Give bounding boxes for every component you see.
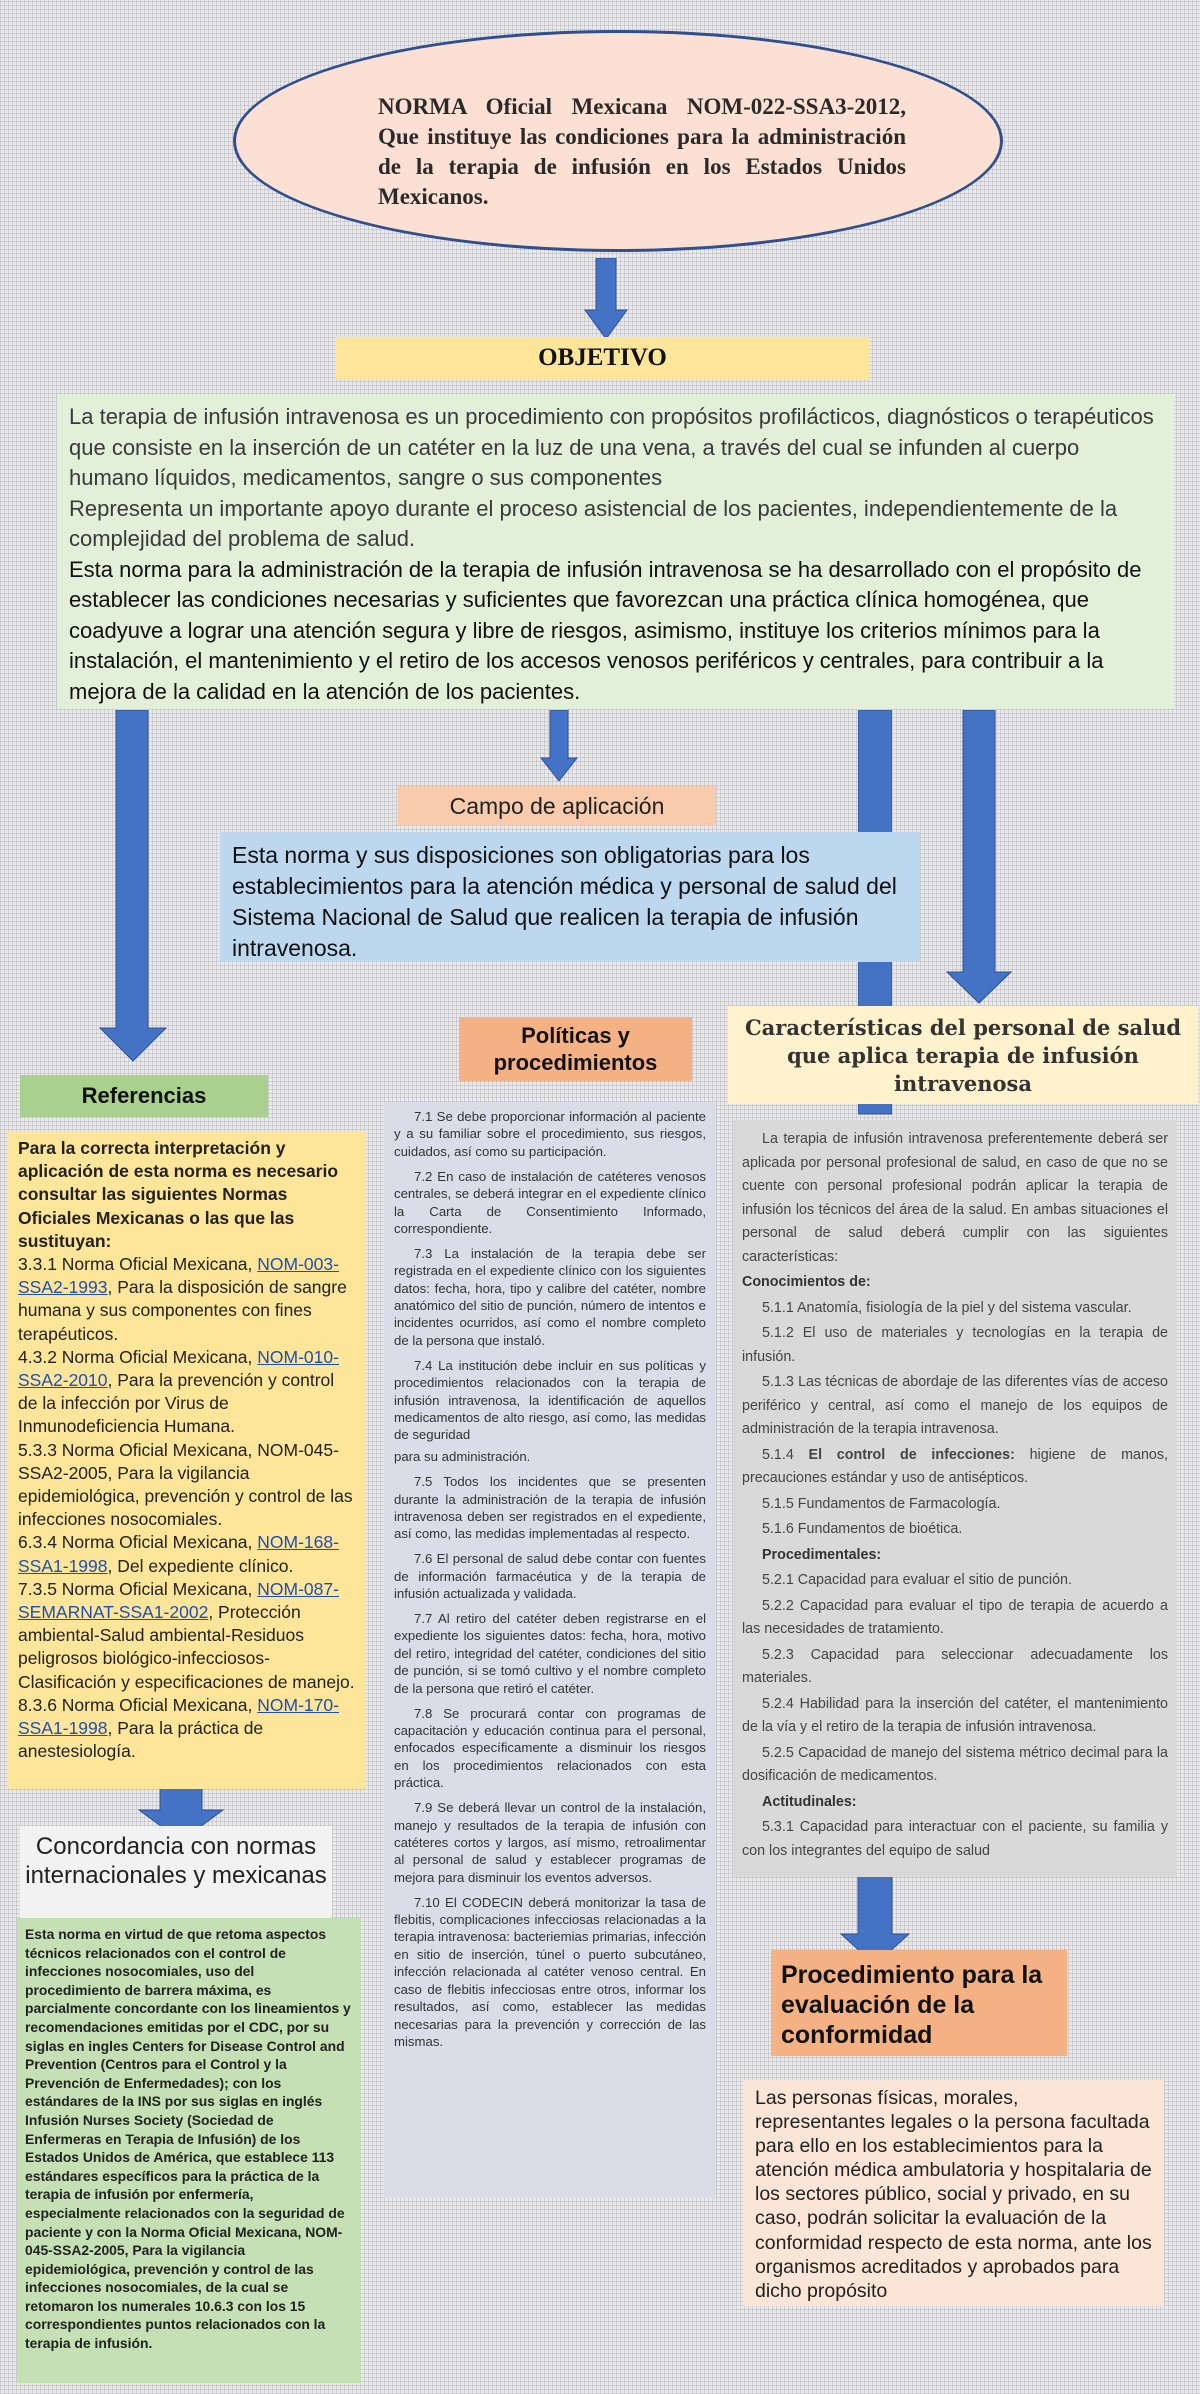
reference-link[interactable]: NOM-003-SSA2-1993 [18,1254,339,1298]
caracteristicas-heading: Características del personal de salud que aplica terapia de infusión intravenosa [728,1006,1198,1104]
procedimental-item: 5.2.1 Capacidad para evaluar el sitio de punción. [762,1572,1072,1588]
actitudinales-heading: Actitudinales: [762,1793,857,1810]
objetivo-paragraph-2: Representa un importante apoyo durante el proceso asistencial de los pacientes, independientemente de la complejidad del problema de salud. [69,495,1118,551]
politica-item: para su administración. [394,1449,531,1465]
conocimiento-item: 5.1.6 Fundamentos de bioética. [762,1521,963,1537]
page-title: NORMA Oficial Mexicana NOM-022-SSA3-2012, Que instituye las condiciones para la administración de la terapia de infusión en los Estados Unidos Mexicanos. [378,94,906,209]
procedimiento-box: Las personas físicas, morales, representantes legales o la persona facultada para ello en los establecimientos para la atención médica ambulatoria y hospitalaria de los sectores público, social y privado, en su caso, podrán solicitar la evaluación de la conformidad respecto de esta norma, ante los organismos acreditados y aprobados para dicho propósito [743,2080,1164,2306]
arrow-objetivo-to-caracteristicas [946,710,1012,1004]
politica-item: 7.4 La institución debe incluir en sus políticas y procedimientos relacionados con la terapia de infusión intravenosa, la identificación de aquellos medicamentos de alto riesgo, así como, las medidas de seguridad [394,1357,706,1443]
referencias-box [8,1131,365,1789]
politicas-heading: Políticas y procedimientos [459,1017,692,1081]
arrow-objetivo-to-campo [540,710,578,782]
reference-item: 5.3.3 Norma Oficial Mexicana, NOM-045-SSA2-2005, Para la vigilancia epidemiológica, prevención y control de las infecciones nosocomiales. [18,1439,353,1530]
objetivo-heading: OBJETIVO [336,337,869,379]
procedimiento-heading: Procedimiento para la evaluación de la conformidad [771,1950,1067,2056]
reference-item: 6.3.4 Norma Oficial Mexicana, NOM-168-SSA1-1998, Del expediente clínico. [18,1532,339,1576]
conocimiento-item: 5.1.2 El uso de materiales y tecnologías en la terapia de infusión. [742,1325,1168,1365]
caracteristicas-box [733,1120,1177,1877]
caracteristicas-intro: La terapia de infusión intravenosa preferentemente deberá ser aplicada por personal profesional de salud, en caso de que no se cuente con personal profesional podrán aplicar la terapia de infusión los técnicos del área de la salud. En ambas situaciones el personal de salud deberá cumplir con las siguientes características: [742,1131,1168,1265]
referencias-heading: Referencias [20,1075,268,1117]
politica-item: 7.5 Todos los incidentes que se presenten durante la administración de la terapia de infusión intravenosa deben ser registrados en el expediente, así como, las medidas implementadas al respecto. [394,1474,706,1542]
actitudinal-item: 5.3.1 Capacidad para interactuar con el paciente, su familia y con los integrantes del equipo de salud [742,1819,1168,1859]
reference-item: 3.3.1 Norma Oficial Mexicana, NOM-003-SSA2-1993, Para la disposición de sangre humana y sus componentes con fines terapéuticos. [18,1254,347,1344]
objetivo-box [57,394,1174,709]
politica-item: 7.10 El CODECIN deberá monitorizar la tasa de flebitis, complicaciones infecciosas relacionadas a la terapia intravenosa: bacteriemias primarias, infección en sitio de inserción, túnel o puerto subcutáneo, infección relacionada al catéter venoso central. En caso de flebitis infecciosas entre otros, informar los resultados, así como, establecer las medidas necesarias para la prevención y corrección de las mismas. [394,1894,706,2049]
politica-item: 7.1 Se debe proporcionar información al paciente y a su familiar sobre el procedimiento, sus riesgos, cuidados, así como su participación. [394,1109,706,1159]
procedimentales-heading: Procedimentales: [762,1546,882,1563]
objetivo-paragraph-1: La terapia de infusión intravenosa es un procedimiento con propósitos profilácticos, diagnósticos o terapéuticos que consiste en la inserción de un catéter en la luz de una vena, a través del cual se infunden al cuerpo humano líquidos, medicamentos, sangre o sus componentes [69,404,1154,490]
reference-link[interactable]: NOM-168-SSA1-1998 [18,1532,339,1576]
procedimental-item: 5.2.4 Habilidad para la inserción del catéter, el mantenimiento de la vía y el retiro de la terapia de infusión intravenosa. [742,1695,1168,1735]
reference-item: 8.3.6 Norma Oficial Mexicana, NOM-170-SSA1-1998, Para la práctica de anestesiología. [18,1694,339,1762]
reference-link[interactable]: NOM-087-SEMARNAT-SSA1-2002 [18,1578,339,1623]
referencias-lead: Para la correcta interpretación y aplicación de esta norma es necesario consultar las siguientes Normas Oficiales Mexicanas o las que las sustituyan: [18,1138,339,1251]
reference-item: 4.3.2 Norma Oficial Mexicana, NOM-010-SSA2-2010, Para la prevención y control de la infección por Virus de Inmunodeficiencia Humana. [18,1346,339,1437]
politica-item: 7.7 Al retiro del catéter deben registrarse en el expediente los siguientes datos: fecha, hora, motivo del retiro, integridad del catéter, condiciones del sitio de punción, si se tomó cultivo y el nombre completo de la persona que retiró el catéter. [394,1611,706,1696]
reference-link[interactable]: NOM-170-SSA1-1998 [18,1694,339,1739]
campo-box: Esta norma y sus disposiciones son obligatorias para los establecimientos para la atención médica y personal de salud del Sistema Nacional de Salud que realicen la terapia de infusión intravenosa. [220,832,920,962]
objetivo-paragraph-3: Esta norma para la administración de la terapia de infusión intravenosa se ha desarrollado con el propósito de establecer las condiciones necesarias y suficientes que favorezcan una práctica clínica homogénea, que coadyuve a lograr una atención segura y libre de riesgos, asimismo, instituye los criterios mínimos para la instalación, el mantenimiento y el retiro de los accesos venosos periféricos y centrales, para contribuir a la mejora de la calidad en la atención de los pacientes. [69,556,1142,704]
politica-item: 7.6 El personal de salud debe contar con fuentes de información farmacéutica y de la terapia de infusión actualizada y validada. [394,1551,706,1602]
arrow-objetivo-to-referencias [98,710,168,1062]
campo-heading: Campo de aplicación [398,786,716,826]
politica-item: 7.2 En caso de instalación de catéteres venosos centrales, se deberá integrar en el expediente clínico la Carta de Consentimiento Informado, correspondiente. [394,1168,706,1236]
politicas-box [384,1102,716,2198]
conocimientos-heading: Conocimientos de: [742,1274,871,1290]
reference-item: 7.3.5 Norma Oficial Mexicana, NOM-087-SEMARNAT-SSA1-2002, Protección ambiental-Salud ambiental-Residuos peligrosos biológico-infecciosos-Clasificación y especificaciones de manejo. [18,1578,355,1692]
politica-item: 7.9 Se deberá llevar un control de la instalación, manejo y resultados de la terapia de infusión con catéteres cortos y largos, así mismo, retroalimentar al personal de salud y establecer programas de mejora para disminuir los eventos adversos. [394,1800,706,1885]
procedimental-item: 5.2.2 Capacidad para evaluar el tipo de terapia de acuerdo a las necesidades de tratamiento. [742,1597,1168,1637]
concordancia-box: Esta norma en virtud de que retoma aspectos técnicos relacionados con el control de infecciones nosocomiales, uso del procedimiento de barrera máxima, es parcialmente concordante con los lineamientos y recomendaciones emitidas por el CDC, por su siglas en ingles Centers for Disease Control and Prevention (Centros para el Control y la Prevención de Enfermedades); con los estándares de la INS por sus siglas en inglés Infusión Nurses Society (Sociedad de Enfermeras en Terapia de Infusión) de los Estados Unidos de América, que establece 113 estándares específicos para la práctica de la terapia de infusión por enfermería, especialmente relacionados con la seguridad de paciente y con la Norma Oficial Mexicana, NOM-045-SSA2-2005, Para la vigilancia epidemiológica, prevención y control de las infecciones nosocomiales, de la cual se retomaron los numerales 10.6.3 con los 15 correspondientes puntos relacionados con la terapia de infusión. [17,1918,361,2383]
politica-item: 7.3 La instalación de la terapia debe ser registrada en el expediente clínico con los siguientes datos: fecha, hora, tipo y calibre del catéter, nombre anatómico del sitio de punción, número de intentos e incidentes ocurridos, así como el nombre completo de la persona que instaló. [394,1245,706,1348]
conocimiento-item: 5.1.5 Fundamentos de Farmacología. [762,1495,1001,1512]
conocimiento-item: 5.1.1 Anatomía, fisiología de la piel y del sistema vascular. [762,1299,1132,1316]
arrow-title-to-objetivo [584,258,628,340]
concordancia-heading: Concordancia con normas internacionales y mexicanas [20,1826,332,1924]
conocimiento-item: 5.1.4 El control de infecciones: higiene de manos, precauciones estándar y uso de antisépticos. [742,1446,1168,1486]
conocimiento-item: 5.1.3 Las técnicas de abordaje de las diferentes vías de acceso periférico y central, así como el manejo de los equipos de administración de la terapia intravenosa. [742,1374,1168,1437]
procedimental-item: 5.2.3 Capacidad para seleccionar adecuadamente los materiales. [742,1646,1168,1686]
politica-item: 7.8 Se procurará contar con programas de capacitación y educación continua para el personal, enfocados específicamente a disminuir los riesgos en los procedimientos relacionados con esta práctica. [394,1705,706,1791]
procedimental-item: 5.2.5 Capacidad de manejo del sistema métrico decimal para la dosificación de medicamentos. [742,1744,1168,1784]
reference-link[interactable]: NOM-010-SSA2-2010 [18,1346,339,1391]
